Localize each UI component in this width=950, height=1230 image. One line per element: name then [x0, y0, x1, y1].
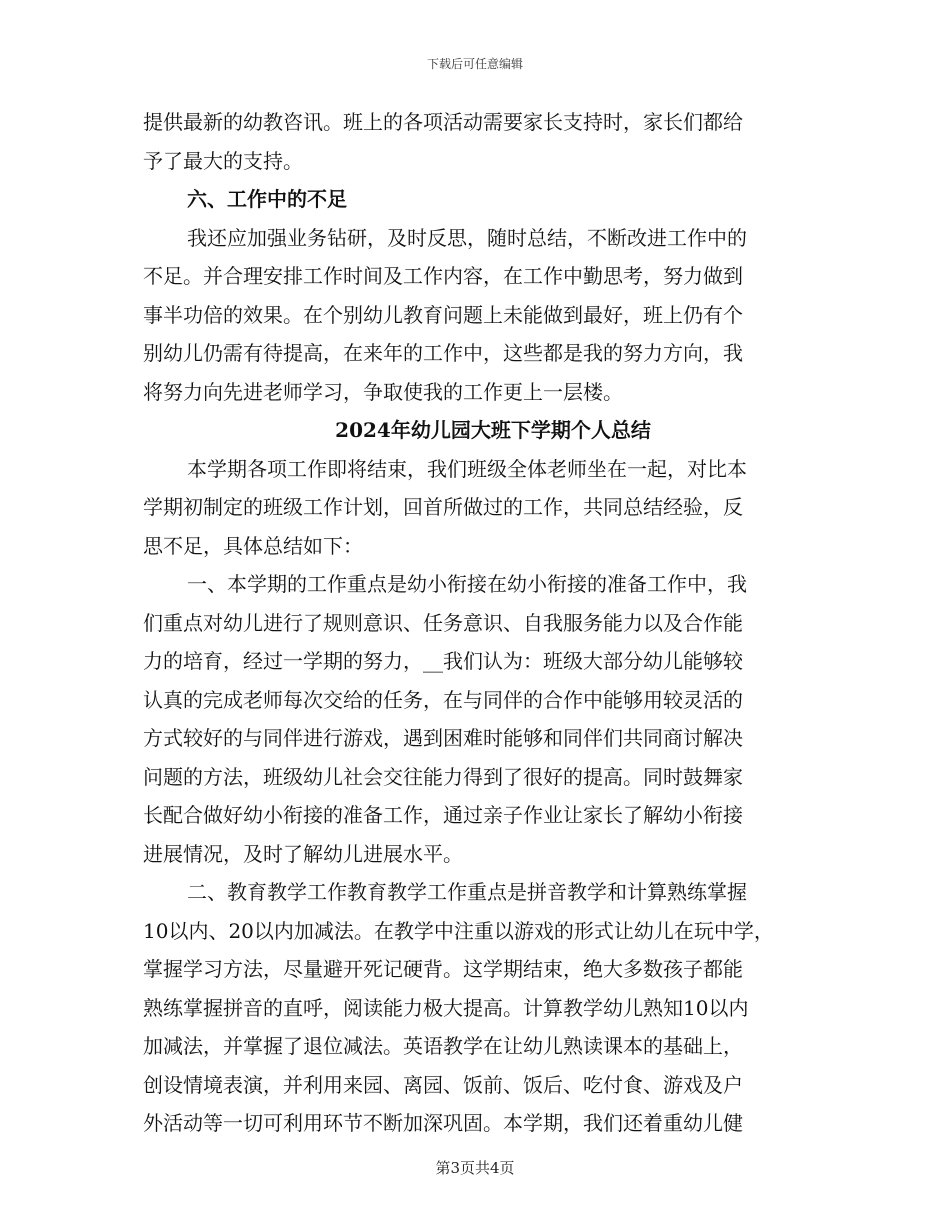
document-body: [143, 103, 803, 1143]
paragraph-line: 思不足，具体总结如下：: [143, 533, 363, 558]
paragraph-line: 10以内、20以内加减法。在教学中注重以游戏的形式让幼儿在玩中学，: [143, 918, 774, 943]
paragraph-line: 一、本学期的工作重点是幼小衔接在幼小衔接的准备工作中，我: [187, 572, 747, 596]
page-footer: 第3页共4页: [435, 1159, 515, 1177]
paragraph-line: 进展情况，及时了解幼儿进展水平。: [143, 841, 463, 866]
paragraph-line: 熟练掌握拼音的直呼，阅读能力极大提高。计算教学幼儿熟知10以内: [143, 995, 749, 1020]
paragraph-line: 事半功倍的效果。在个别幼儿教育问题上未能做到最好，班上仍有个: [143, 302, 743, 327]
paragraph-line: 方式较好的与同伴进行游戏，遇到困难时能够和同伴们共同商讨解决: [143, 726, 743, 750]
paragraph-line: 问题的方法，班级幼儿社会交往能力得到了很好的提高。同时鼓舞家: [143, 764, 743, 789]
paragraph-line: 外活动等一切可利用环节不断加深巩固。本学期，我们还着重幼儿健: [143, 1111, 743, 1135]
paragraph-line: 学期初制定的班级工作计划，回首所做过的工作，共同总结经验，反: [143, 495, 743, 519]
paragraph-line: 予了最大的支持。: [143, 148, 303, 173]
paragraph-line: 力的培育，经过一学期的努力，__我们认为：班级大部分幼儿能够较: [143, 649, 743, 673]
paragraph-line: 本学期各项工作即将结束，我们班级全体老师坐在一起，对比本: [187, 456, 747, 481]
section-heading: 六、工作中的不足: [187, 187, 347, 211]
page-header: 下载后可任意编辑: [426, 57, 523, 71]
paragraph-line: 不足。并合理安排工作时间及工作内容，在工作中勤思考，努力做到: [143, 264, 743, 288]
paragraph-line: 认真的完成老师每次交给的任务，在与同伴的合作中能够用较灵活的: [143, 687, 743, 712]
paragraph-line: 加减法，并掌握了退位减法。英语教学在让幼儿熟读课本的基础上，: [143, 1034, 743, 1058]
paragraph-line: 二、教育教学工作教育教学工作重点是拼音教学和计算熟练掌握: [187, 880, 747, 904]
paragraph-line: 提供最新的幼教咨讯。班上的各项活动需要家长支持时，家长们都给: [143, 110, 743, 134]
paragraph-line: 我还应加强业务钻研，及时反思，随时总结，不断改进工作中的: [187, 225, 747, 250]
paragraph-line: 将努力向先进老师学习，争取使我的工作更上一层楼。: [143, 379, 623, 404]
paragraph-line: 掌握学习方法，尽量避开死记硬背。这学期结束，绝大多数孩子都能: [143, 957, 743, 981]
paragraph-line: 长配合做好幼小衔接的准备工作，通过亲子作业让家长了解幼小衔接: [143, 803, 743, 827]
document-title: 2024年幼儿园大班下学期个人总结: [335, 418, 651, 442]
paragraph-line: 别幼儿仍需有待提高，在来年的工作中，这些都是我的努力方向，我: [143, 341, 743, 365]
paragraph-line: 创设情境表演，并利用来园、离园、饭前、饭后、吃付食、游戏及户: [143, 1072, 743, 1097]
paragraph-line: 们重点对幼儿进行了规则意识、任务意识、自我服务能力以及合作能: [143, 610, 743, 635]
